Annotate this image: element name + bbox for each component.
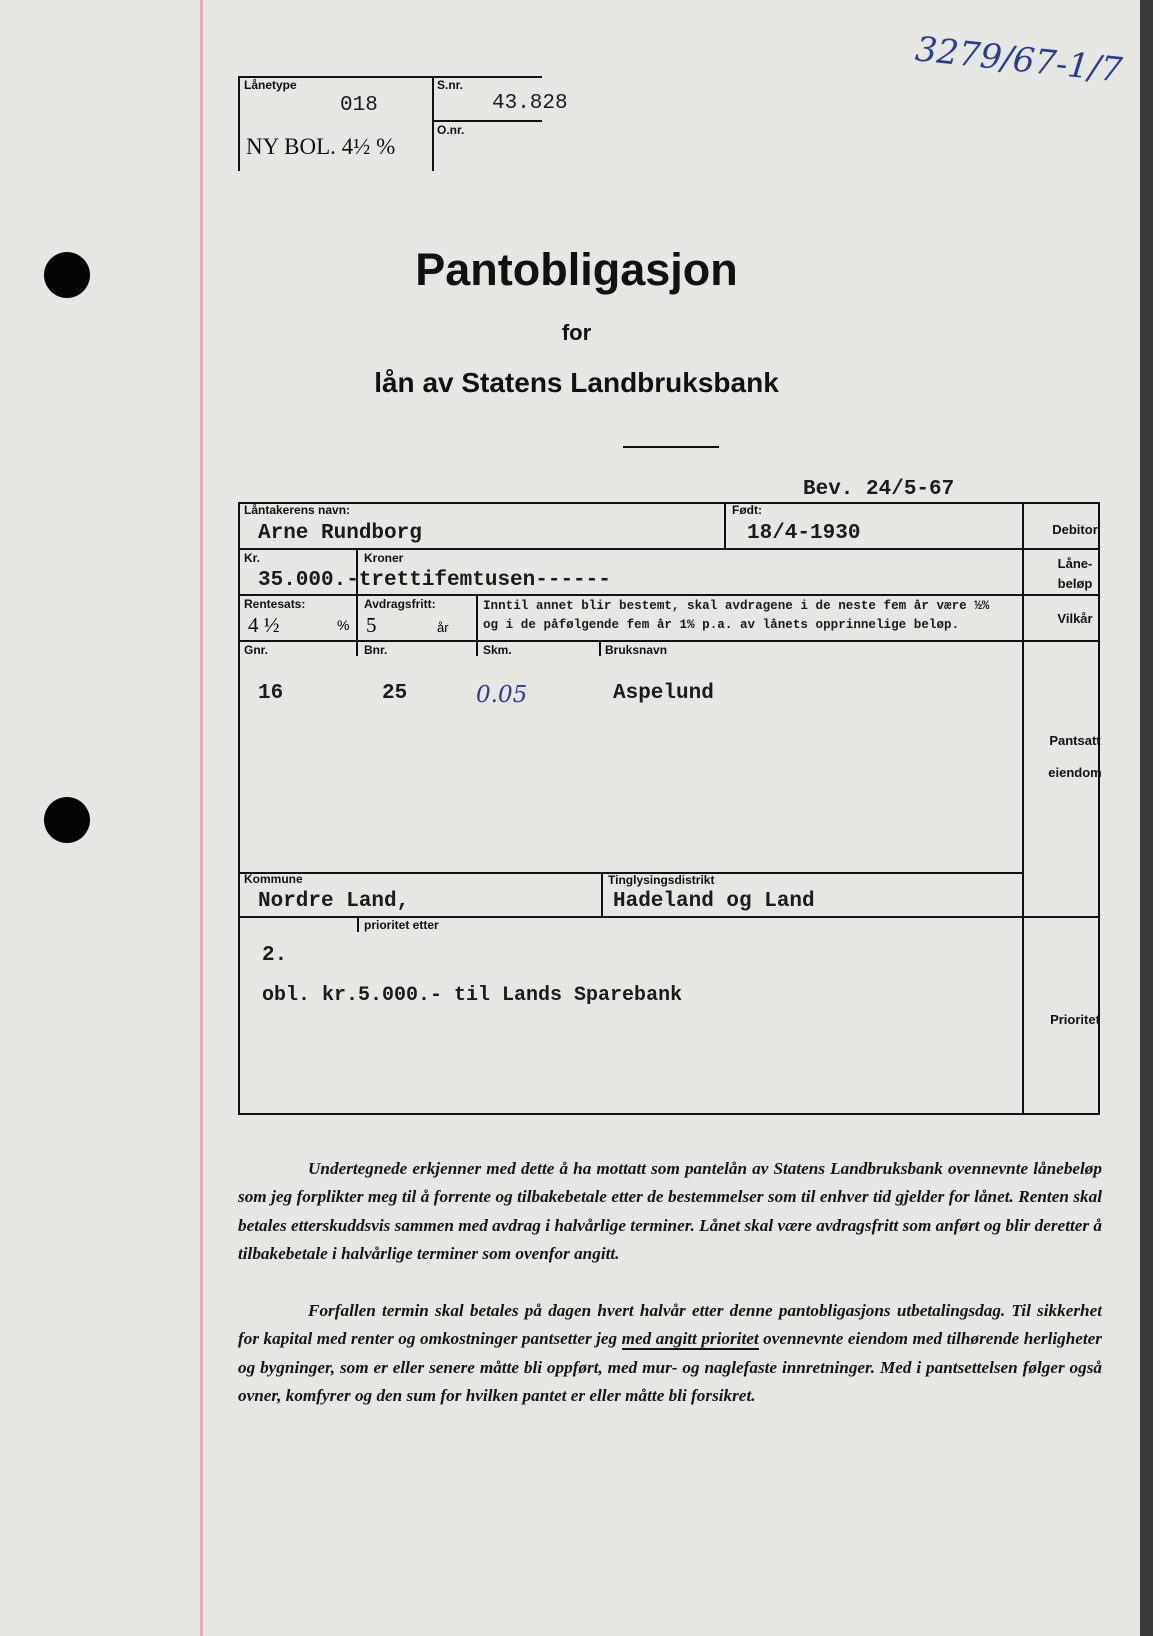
title-divider	[623, 446, 719, 448]
skm-value: 0.05	[476, 682, 528, 708]
pledge-text-start: Forfallen termin skal betales på dagen hvert halvår etter denne pantobligasjons utbetalingsdag. Til sikkerhet for kapital med renter og omkostninger pantsetter jeg	[238, 1301, 1102, 1349]
property-side-label-2: eiendom	[1048, 765, 1102, 780]
kommune-label: Kommune	[244, 872, 303, 886]
paragraph-acknowledgement: Undertegnede erkjenner med dette å ha mottatt som pantelån av Statens Landbruksbank ovennevnte lånebeløp som jeg forplikter meg til å forrente og tilbakebetale etter de bestemmelser som til enhver tid gjelder for lånet. Renten skal betales etterskuddsvis sammen med avdrag i halvårlige terminer. Lånet skal være avdragsfritt som anført og blir deretter å tilbakebetale i halvårlige terminer som ovenfor angitt.	[238, 1159, 1102, 1263]
priority-text: obl. kr.5.000.- til Lands Sparebank	[262, 984, 683, 1007]
born-label: Født:	[732, 503, 762, 517]
terms-side-label: Vilkår	[1057, 611, 1093, 626]
subtitle-for: for	[561, 320, 592, 345]
priority-after-label: prioritet etter	[364, 918, 439, 932]
onr-label: O.nr.	[437, 123, 465, 137]
borrower-name-value: Arne Rundborg	[258, 522, 422, 545]
bruksnavn-value: Aspelund	[613, 682, 714, 705]
borrower-name-label: Låntakerens navn:	[244, 503, 351, 517]
lanetype-note: NY BOL. 4½ %	[246, 134, 396, 159]
grace-period-value: 5	[366, 613, 377, 637]
amount-value: 35.000.-trettifemtusen------	[258, 569, 611, 592]
interest-rate-value: 4 ½	[248, 613, 280, 637]
bev-note: Bev. 24/5-67	[803, 478, 955, 501]
property-side-label-1: Pantsatt	[1049, 733, 1101, 748]
born-value: 18/4-1930	[747, 522, 861, 545]
amount-side-label-1: Låne-	[1057, 556, 1093, 571]
snr-label: S.nr.	[437, 78, 464, 92]
gnr-label: Gnr.	[244, 643, 269, 657]
priority-side-label: Prioritet	[1050, 1012, 1100, 1027]
lanetype-label: Lånetype	[244, 78, 297, 92]
page-title: Pantobligasjon	[415, 244, 738, 295]
grace-period-label: Avdragsfritt:	[364, 597, 436, 611]
handwritten-reference: 3279/67-1/7	[913, 29, 1124, 91]
priority-number: 2.	[262, 944, 288, 967]
skm-label: Skm.	[483, 643, 512, 657]
terms-text-line2: og i de påfølgende fem år 1% p.a. av lånets opprinnelige beløp.	[483, 618, 960, 632]
kroner-label: Kroner	[364, 551, 404, 565]
pledge-text-underlined: med angitt prioritet	[621, 1329, 759, 1349]
interest-rate-label: Rentesats:	[244, 597, 306, 611]
bnr-label: Bnr.	[364, 643, 388, 657]
amount-side-label-2: beløp	[1057, 576, 1093, 591]
pledge-text-end: ovennevnte eiendom med tilhørende herligheter og bygninger, som er eller senere måtte bli oppført, med mur- og naglefaste innretninger. Med i pantsettelsen følger også ovner, komfyrer og den sum for hvilken pantet er eller måtte bli forsikret.	[238, 1329, 1102, 1405]
paragraph-pledge	[238, 1297, 1102, 1410]
bruksnavn-label: Bruksnavn	[605, 643, 668, 657]
interest-rate-unit: %	[337, 617, 350, 633]
grace-period-unit: år	[437, 620, 449, 635]
lanetype-value: 018	[340, 94, 378, 117]
kommune-value: Nordre Land,	[258, 890, 410, 913]
kr-label: Kr.	[244, 551, 261, 565]
punch-hole-bottom	[44, 797, 90, 843]
snr-value: 43.828	[492, 92, 568, 115]
district-label: Tinglysingsdistrikt	[608, 873, 715, 887]
debitor-side-label: Debitor	[1052, 522, 1098, 537]
bnr-value: 25	[382, 682, 408, 705]
district-value: Hadeland og Land	[613, 890, 815, 913]
subtitle-bank: lån av Statens Landbruksbank	[374, 367, 779, 398]
gnr-value: 16	[258, 682, 284, 705]
terms-text-line1: Inntil annet blir bestemt, skal avdragene i de neste fem år være ½%	[483, 599, 990, 613]
